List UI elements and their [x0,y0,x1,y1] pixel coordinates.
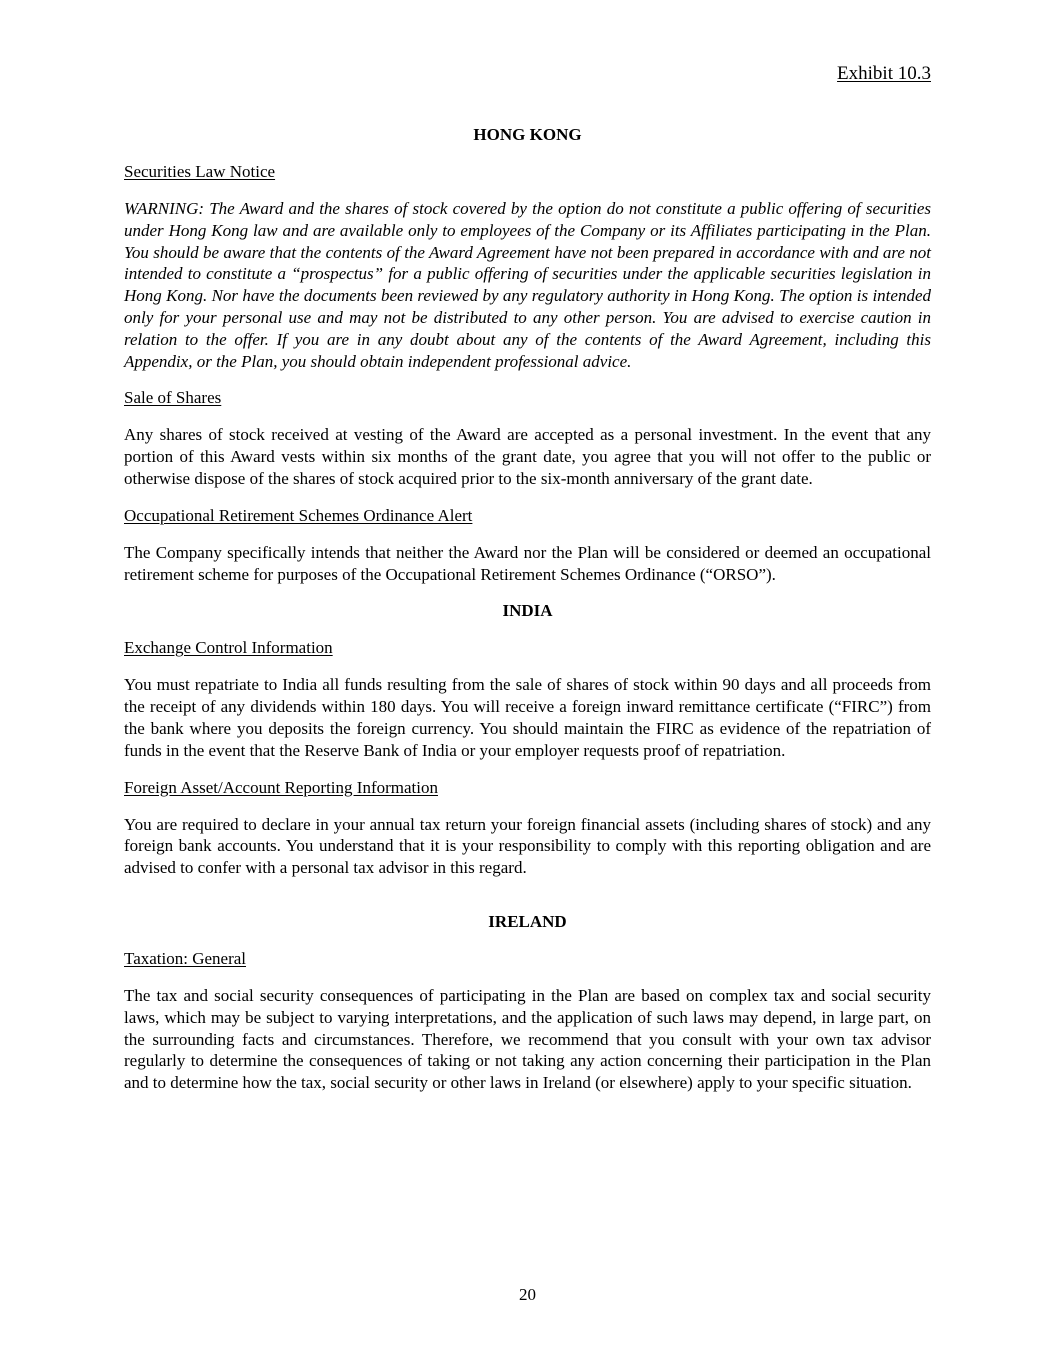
foreign-asset-reporting-heading: Foreign Asset/Account Reporting Information [124,777,438,797]
sale-of-shares-text: Any shares of stock received at vesting of the Award are accepted as a personal investment. In the event that any portion of this Award vests within six months of the grant date, you agree that you will not offer to the public or otherwise dispose of the shares of stock acquired prior to the six-month anniversary of the grant date. [124,425,931,488]
ireland-title: IRELAND [488,911,567,931]
orso-alert-text: The Company specifically intends that neither the Award nor the Plan will be considered or deemed an occupational retirement scheme for purposes of the Occupational Retirement Schemes Ordinance (“ORSO”). [124,542,931,584]
securities-law-notice-text: WARNING: The Award and the shares of stock covered by the option do not constitute a public offering of securities under Hong Kong law and are available only to employees of the Company or its Affiliates participating in the Plan. You should be aware that the contents of the Award Agreement have not been prepared in accordance with and are not intended to constitute a “prospectus” for a public offering of securities under the applicable securities legislation in Hong Kong. Nor have the documents been reviewed by any regulatory authority in Hong Kong. The option is intended only for your personal use and may not be distributed to any other person. You are advised to exercise caution in relation to the offer. If you are in any doubt about any of the contents of the Award Agreement, including this Appendix, or the Plan, you should obtain independent professional advice. [124,199,931,371]
page-number: 20 [519,1285,536,1304]
hong-kong-title: HONG KONG [473,125,582,144]
document-body [124,124,931,1109]
exchange-control-text: You must repatriate to India all funds resulting from the sale of shares of stock within 90 days and all proceeds from the receipt of any dividends within 180 days. You will receive a foreign inward remittance certificate (“FIRC”) from the bank where you deposits the foreign currency. You should maintain the FIRC as evidence of the repatriation of funds in the event that the Reserve Bank of India or your employer requests proof of repatriation. [124,675,931,760]
exchange-control-heading: Exchange Control Information [124,638,333,658]
taxation-general-text: The tax and social security consequences of participating in the Plan are based on complex tax and social security laws, which may be subject to varying interpretations, and the application of such laws may depend, in large part, on the surrounding facts and circumstances. Therefore, we recommend that you consult with your own tax advisor regularly to determine the consequences of taking or not taking any action concerning their participation in the Plan and to determine how the tax, social security or other laws in Ireland (or elsewhere) apply to your specific situation. [124,985,931,1093]
india-title: INDIA [502,601,553,621]
securities-law-notice-heading: Securities Law Notice [124,162,276,181]
sale-of-shares-heading: Sale of Shares [124,388,222,408]
document-page [124,0,931,1365]
foreign-asset-reporting-text: You are required to declare in your annual tax return your foreign financial assets (including shares of stock) and any foreign bank accounts. You understand that it is your responsibility to comply with this reporting obligation and are advised to confer with a personal tax advisor in this regard. [124,814,931,878]
orso-alert-heading: Occupational Retirement Schemes Ordinance Alert [124,505,473,525]
exhibit-label: Exhibit 10.3 [837,63,931,84]
taxation-general-heading: Taxation: General [124,948,247,968]
